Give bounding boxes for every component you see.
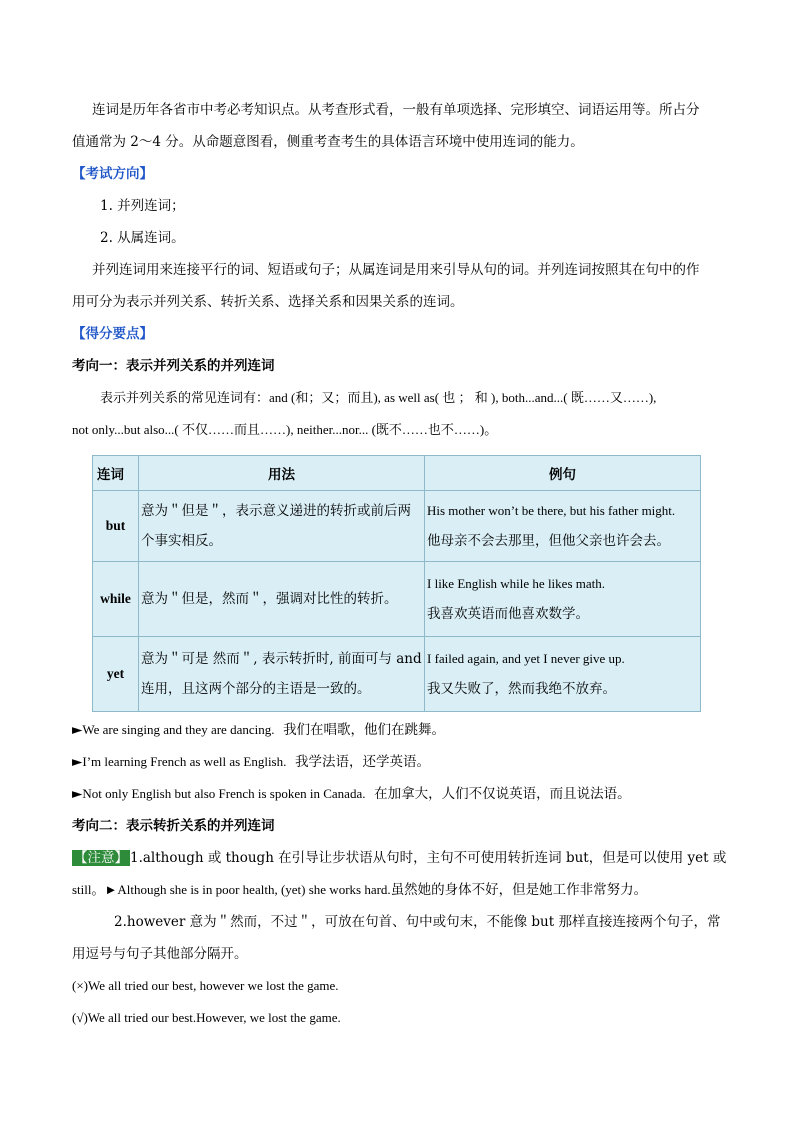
example-english: Not only English but also French is spoken in Canada. — [82, 786, 366, 801]
row-usage — [139, 562, 425, 637]
table-header-row — [93, 456, 701, 491]
example-english: I’m learning French as well as English. — [82, 754, 287, 769]
row-example — [425, 491, 701, 562]
note-line-2 — [72, 880, 647, 900]
note-example-chinese: 虽然她的身体不好，但是她工作非常努力。 — [390, 882, 648, 898]
row-word: yet — [93, 637, 139, 712]
example-chinese: 我又失败了，然而我绝不放弃。 — [427, 681, 616, 697]
bullet-icon: ► — [72, 722, 83, 738]
point-2-line-2: 用逗号与句子其他部分隔开。 — [72, 946, 248, 962]
section-1-common-line-2: not only...but also...( 不仅……而且……), neither...nor... (既不……也不……)。 — [72, 422, 498, 437]
usage-line-2: 个事实相反。 — [141, 533, 222, 549]
usage-line-1: 意为＂可是 然而＂, 表示转折时, 前面可与 and — [141, 651, 422, 667]
usage-line-1: 意为＂但是＂，表示意义递进的转折或前后两 — [141, 503, 411, 519]
header-conjunction: 连词 — [93, 456, 139, 491]
table-row — [93, 562, 701, 637]
example-chinese: 我们在唱歌，他们在跳舞。 — [283, 722, 446, 738]
definition-line-1: 并列连词用来连接平行的词、短语或句子；从属连词是用来引导从句的词。并列连词按照其在句中的作 — [92, 262, 700, 278]
example-english: I like English while he likes math. — [427, 576, 605, 591]
row-word: while — [93, 562, 139, 637]
header-usage: 用法 — [139, 456, 425, 491]
bullet-icon: ► — [72, 754, 83, 770]
row-usage — [139, 491, 425, 562]
right-example: (√)We all tried our best.However, we lost the game. — [72, 1010, 341, 1025]
example-sentence-2 — [72, 752, 430, 772]
table-row — [93, 491, 701, 562]
example-chinese: 我学法语，还学英语。 — [294, 754, 430, 770]
section-2-heading: 考向二：表示转折关系的并列连词 — [72, 818, 275, 834]
example-chinese: 他母亲不会去那里，但他父亲也许会去。 — [427, 533, 670, 549]
row-example — [425, 637, 701, 712]
note-line-1 — [72, 848, 726, 868]
example-english: I failed again, and yet I never give up. — [427, 651, 625, 666]
table-row — [93, 637, 701, 712]
note-text: 1.although 或 though 在引导让步状语从句时，主句不可使用转折连词 but，但是可以使用 yet 或 — [130, 850, 727, 866]
section-1-heading: 考向一：表示并列关系的并列连词 — [72, 358, 275, 374]
example-sentence-1 — [72, 720, 445, 740]
example-english: His mother won’t be there, but his father might. — [427, 503, 676, 518]
scoring-points-heading: 【得分要点】 — [72, 326, 153, 342]
point-2-line-1: 2.however 意为＂然而，不过＂，可放在句首、句中或句末，不能像 but 那样直接连接两个句子，常 — [114, 914, 721, 930]
note-tag: 【注意】 — [74, 850, 128, 866]
row-word: but — [93, 491, 139, 562]
definition-line-2: 用可分为表示并列关系、转折关系、选择关系和因果关系的连词。 — [72, 294, 464, 310]
row-example — [425, 562, 701, 637]
wrong-example: (×)We all tried our best, however we lost the game. — [72, 978, 339, 993]
exam-direction-heading: 【考试方向】 — [72, 166, 153, 182]
example-sentence-3 — [72, 784, 631, 804]
section-1-common-line-1: 表示并列关系的常见连词有：and (和；又；而且), as well as( 也 ； 和 ), both...and...( 既……又……), — [100, 390, 657, 405]
example-chinese: 我喜欢英语而他喜欢数学。 — [427, 606, 589, 622]
example-english: We are singing and they are dancing. — [82, 722, 275, 737]
exam-direction-item-1: 1. 并列连词； — [100, 198, 185, 214]
conjunction-usage-table — [92, 455, 701, 712]
row-usage — [139, 637, 425, 712]
intro-line-2: 值通常为 2～4 分。从命题意图看，侧重考查考生的具体语言环境中使用连词的能力。 — [72, 134, 584, 150]
usage-line-2: 连用，且这两个部分的主语是一致的。 — [141, 681, 371, 697]
exam-direction-item-2: 2. 从属连词。 — [100, 230, 185, 246]
note-example-english: still。►Although she is in poor health, (yet) she works hard. — [72, 882, 391, 897]
usage-line-1: 意为＂但是，然而＂，强调对比性的转折。 — [141, 591, 398, 607]
intro-line-1: 连词是历年各省市中考必考知识点。从考查形式看，一般有单项选择、完形填空、词语运用等。所占分 — [92, 102, 700, 118]
header-example: 例句 — [425, 456, 701, 491]
example-chinese: 在加拿大，人们不仅说英语，而且说法语。 — [374, 786, 631, 802]
bullet-icon: ► — [72, 786, 83, 802]
